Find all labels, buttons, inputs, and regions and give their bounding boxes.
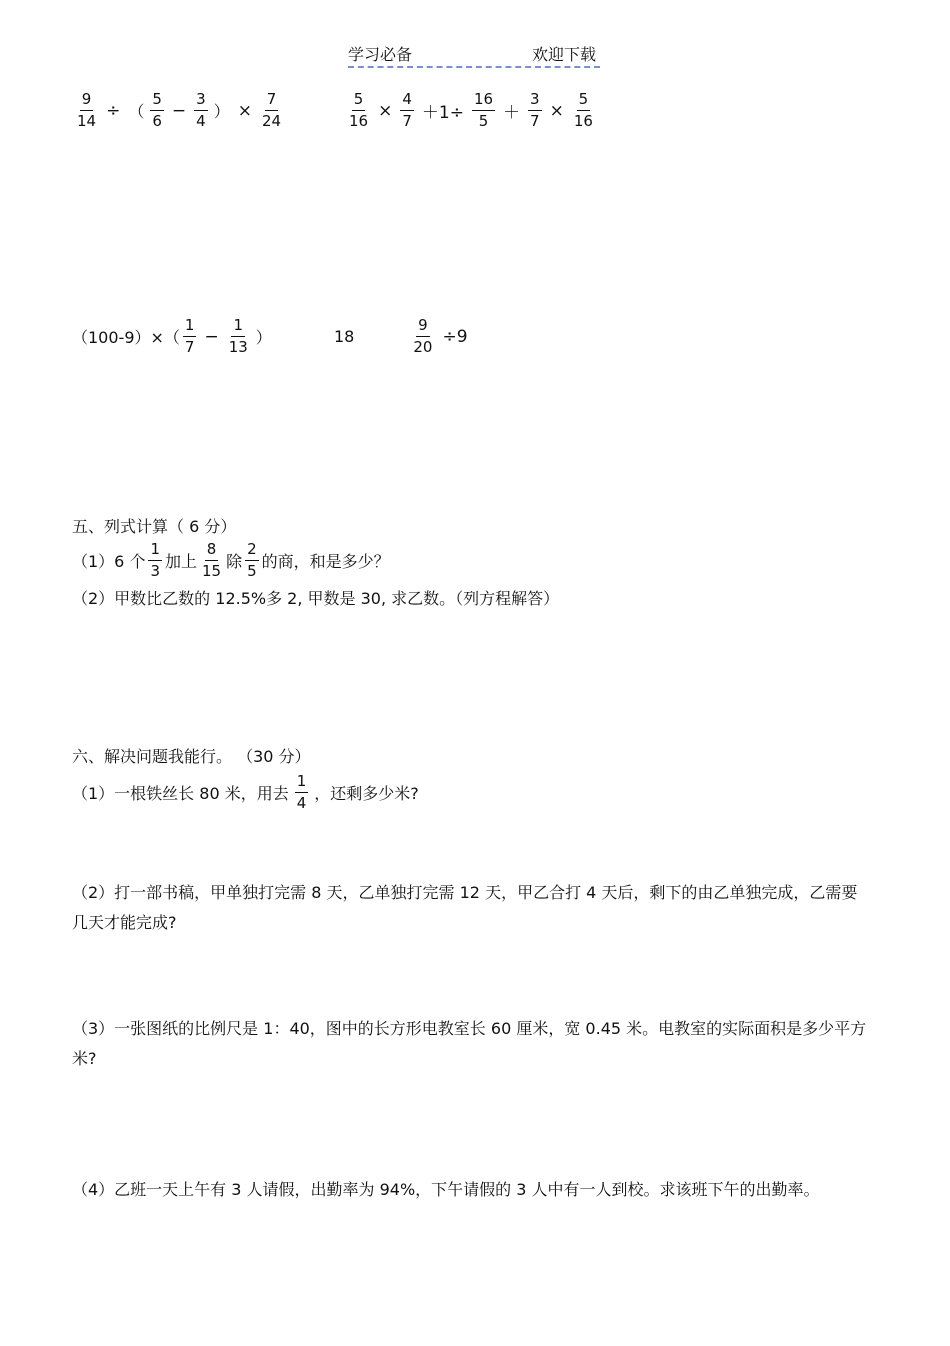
question-text: （1）6 个	[72, 552, 146, 571]
paren: （	[128, 102, 145, 121]
question-text: （1）一根铁丝长 80 米，用去	[72, 784, 289, 803]
section-5-title: 五、列式计算（ 6 分）	[72, 517, 237, 536]
question-text: 除	[226, 552, 243, 571]
section-6-question-2: （2）打一部书稿，甲单独打完需 8 天，乙单独打完需 12 天，甲乙合打 4 天后，剩下的由乙单独完成，乙需要几天才能完成?	[72, 883, 858, 932]
fraction: $\frac{8}{15}$	[202, 540, 222, 580]
fraction: $\frac{3}{4}$	[196, 90, 206, 130]
fraction: $\frac{1}{13}$	[228, 316, 248, 356]
page-header	[348, 42, 600, 68]
fraction: $\frac{5}{6}$	[152, 90, 162, 130]
fraction: $\frac{5}{16}$	[349, 90, 369, 130]
fraction: $\frac{1}{3}$	[150, 540, 160, 580]
expression-1	[72, 92, 286, 129]
fraction: $\frac{16}{5}$	[473, 90, 494, 130]
question-text: ，还剩多少米?	[314, 784, 419, 803]
operator: ×	[378, 100, 393, 121]
operator: ×	[549, 100, 564, 121]
operator: −	[171, 100, 187, 121]
fraction: $\frac{9}{14}$	[77, 90, 97, 130]
operator: ÷	[106, 100, 121, 121]
operator: ＋1÷	[421, 103, 464, 123]
section-6-question-3: （3）一张图纸的比例尺是 1：40，图中的长方形电教室长 60 厘米，宽 0.45 米。电教室的实际面积是多少平方米?	[72, 1019, 867, 1068]
section-5-question-2: （2）甲数比乙数的 12.5%多 2, 甲数是 30, 求乙数。（列方程解答）	[72, 589, 560, 608]
expression-4	[334, 318, 473, 355]
operator: −	[204, 326, 219, 347]
question-text: 的商，和是多少？	[261, 552, 390, 571]
fraction: $\frac{5}{16}$	[573, 90, 593, 130]
section-5-question-1	[72, 542, 390, 579]
operator: ＋	[503, 103, 521, 123]
section-6-question-1	[72, 774, 419, 811]
fraction: $\frac{1}{4}$	[296, 772, 307, 812]
fraction: $\frac{3}{7}$	[530, 90, 540, 130]
header-right-text: 欢迎下载	[531, 45, 596, 64]
paren: ）	[255, 328, 272, 347]
expression-2	[344, 92, 598, 129]
section-6-title: 六、解决问题我能行。 （30 分）	[72, 747, 311, 766]
number: 18	[334, 327, 355, 346]
operator: ×	[237, 100, 252, 121]
paren: ）	[213, 102, 230, 121]
question-text: 加上	[165, 552, 198, 571]
header-left-text: 学习必备	[348, 45, 413, 64]
fraction: $\frac{2}{5}$	[247, 540, 257, 580]
fraction: $\frac{4}{7}$	[402, 90, 412, 130]
expression-lead: （100-9）×（	[72, 328, 180, 347]
expression-3	[72, 318, 275, 355]
fraction: $\frac{9}{20}$	[413, 316, 433, 356]
fraction: $\frac{7}{24}$	[261, 90, 282, 130]
section-6-question-4: （4）乙班一天上午有 3 人请假，出勤率为 94%，下午请假的 3 人中有一人到校。求该班下午的出勤率。	[72, 1180, 820, 1199]
fraction: $\frac{1}{7}$	[184, 316, 195, 356]
operator: ÷9	[442, 326, 468, 347]
